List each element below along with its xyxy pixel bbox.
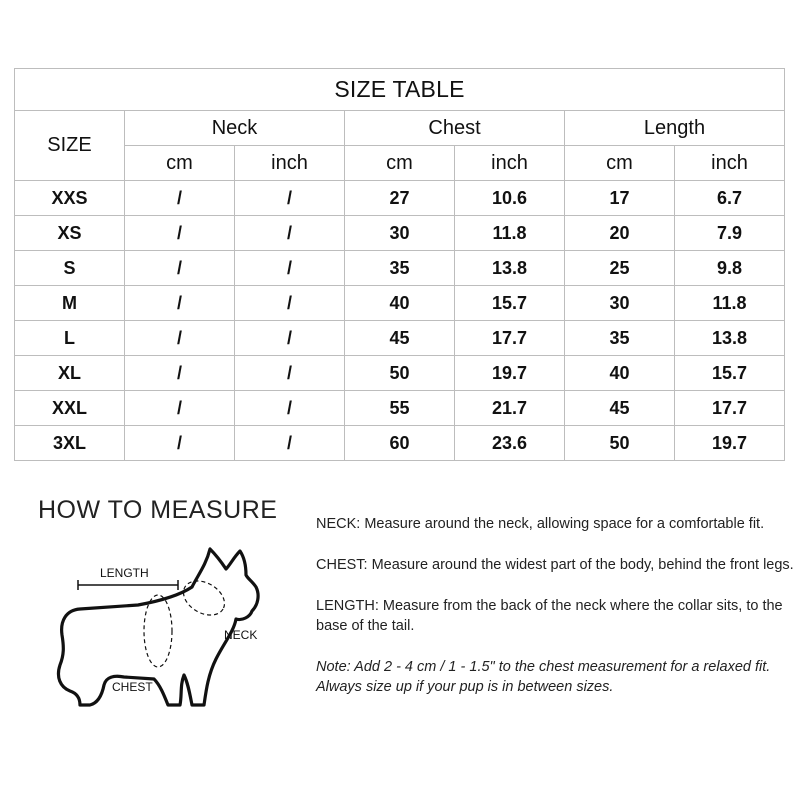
table-row bbox=[15, 426, 785, 461]
chest-cm-cell: 35 bbox=[345, 251, 455, 286]
chest-cm-cell: 55 bbox=[345, 391, 455, 426]
chest-cm-cell: 60 bbox=[345, 426, 455, 461]
length-cm-cell: 30 bbox=[565, 286, 675, 321]
table-row bbox=[15, 356, 785, 391]
chest-inch-cell: 13.8 bbox=[455, 251, 565, 286]
length-instruction: LENGTH: Measure from the back of the neck where the collar sits, to the base of the tail. bbox=[316, 598, 783, 634]
chest-group-header: Chest bbox=[345, 111, 565, 146]
length-inch-cell: 6.7 bbox=[675, 181, 785, 216]
chest-inch-cell: 21.7 bbox=[455, 391, 565, 426]
dog-measure-illustration bbox=[20, 535, 290, 735]
size-cell: XXL bbox=[15, 391, 125, 426]
chest-inch-cell: 23.6 bbox=[455, 426, 565, 461]
neck-cm-cell: / bbox=[125, 391, 235, 426]
size-cell: S bbox=[15, 251, 125, 286]
chest-cm-cell: 30 bbox=[345, 216, 455, 251]
table-row bbox=[15, 216, 785, 251]
neck-cm-cell: / bbox=[125, 321, 235, 356]
chest-cm-cell: 45 bbox=[345, 321, 455, 356]
length-label: LENGTH bbox=[100, 566, 149, 580]
chest-cm-cell: 40 bbox=[345, 286, 455, 321]
chest-measure-ring bbox=[144, 595, 172, 667]
length-inch-cell: 15.7 bbox=[675, 356, 785, 391]
neck-inch-cell: / bbox=[235, 286, 345, 321]
table-row bbox=[15, 286, 785, 321]
chest-inch-cell: 11.8 bbox=[455, 216, 565, 251]
length-inch-cell: 13.8 bbox=[675, 321, 785, 356]
length-inch-cell: 11.8 bbox=[675, 286, 785, 321]
size-cell: XL bbox=[15, 356, 125, 391]
table-row bbox=[15, 391, 785, 426]
length-inch-cell: 17.7 bbox=[675, 391, 785, 426]
chest-inch-cell: 17.7 bbox=[455, 321, 565, 356]
how-to-measure-title: HOW TO MEASURE bbox=[38, 496, 278, 524]
size-cell: XXS bbox=[15, 181, 125, 216]
size-cell: 3XL bbox=[15, 426, 125, 461]
unit-header: inch bbox=[455, 146, 565, 181]
unit-header: cm bbox=[345, 146, 455, 181]
table-row bbox=[15, 181, 785, 216]
length-inch-cell: 19.7 bbox=[675, 426, 785, 461]
table-row bbox=[15, 251, 785, 286]
neck-group-header: Neck bbox=[125, 111, 345, 146]
length-cm-cell: 40 bbox=[565, 356, 675, 391]
length-cm-cell: 17 bbox=[565, 181, 675, 216]
neck-inch-cell: / bbox=[235, 181, 345, 216]
length-cm-cell: 50 bbox=[565, 426, 675, 461]
size-cell: XS bbox=[15, 216, 125, 251]
neck-cm-cell: / bbox=[125, 356, 235, 391]
unit-header: cm bbox=[565, 146, 675, 181]
length-cm-cell: 35 bbox=[565, 321, 675, 356]
neck-cm-cell: / bbox=[125, 426, 235, 461]
neck-label: NECK bbox=[224, 628, 258, 642]
table-row bbox=[15, 321, 785, 356]
neck-measure-ring bbox=[177, 574, 230, 622]
chest-cm-cell: 27 bbox=[345, 181, 455, 216]
size-table bbox=[14, 68, 785, 461]
length-inch-cell: 7.9 bbox=[675, 216, 785, 251]
neck-instruction: NECK: Measure around the neck, allowing space for a comfortable fit. bbox=[316, 516, 765, 532]
length-cm-cell: 45 bbox=[565, 391, 675, 426]
table-title: SIZE TABLE bbox=[15, 69, 785, 111]
neck-cm-cell: / bbox=[125, 286, 235, 321]
dog-outline-icon bbox=[58, 549, 258, 705]
neck-cm-cell: / bbox=[125, 216, 235, 251]
fit-note: Note: Add 2 - 4 cm / 1 - 1.5" to the chest measurement for a relaxed fit. Always size up if your pup is in between sizes. bbox=[316, 659, 771, 695]
neck-cm-cell: / bbox=[125, 251, 235, 286]
size-cell: L bbox=[15, 321, 125, 356]
size-table-body bbox=[15, 181, 785, 461]
neck-inch-cell: / bbox=[235, 426, 345, 461]
neck-inch-cell: / bbox=[235, 216, 345, 251]
chest-cm-cell: 50 bbox=[345, 356, 455, 391]
length-inch-cell: 9.8 bbox=[675, 251, 785, 286]
size-column-header: SIZE bbox=[15, 111, 125, 181]
length-group-header: Length bbox=[565, 111, 785, 146]
unit-header: inch bbox=[675, 146, 785, 181]
measure-instructions bbox=[316, 514, 794, 718]
length-cm-cell: 25 bbox=[565, 251, 675, 286]
size-cell: M bbox=[15, 286, 125, 321]
unit-header: inch bbox=[235, 146, 345, 181]
neck-inch-cell: / bbox=[235, 321, 345, 356]
neck-cm-cell: / bbox=[125, 181, 235, 216]
chest-inch-cell: 15.7 bbox=[455, 286, 565, 321]
chest-inch-cell: 10.6 bbox=[455, 181, 565, 216]
neck-inch-cell: / bbox=[235, 391, 345, 426]
neck-inch-cell: / bbox=[235, 251, 345, 286]
unit-header: cm bbox=[125, 146, 235, 181]
neck-inch-cell: / bbox=[235, 356, 345, 391]
length-cm-cell: 20 bbox=[565, 216, 675, 251]
chest-instruction: CHEST: Measure around the widest part of the body, behind the front legs. bbox=[316, 557, 794, 573]
chest-label: CHEST bbox=[112, 680, 153, 694]
chest-inch-cell: 19.7 bbox=[455, 356, 565, 391]
